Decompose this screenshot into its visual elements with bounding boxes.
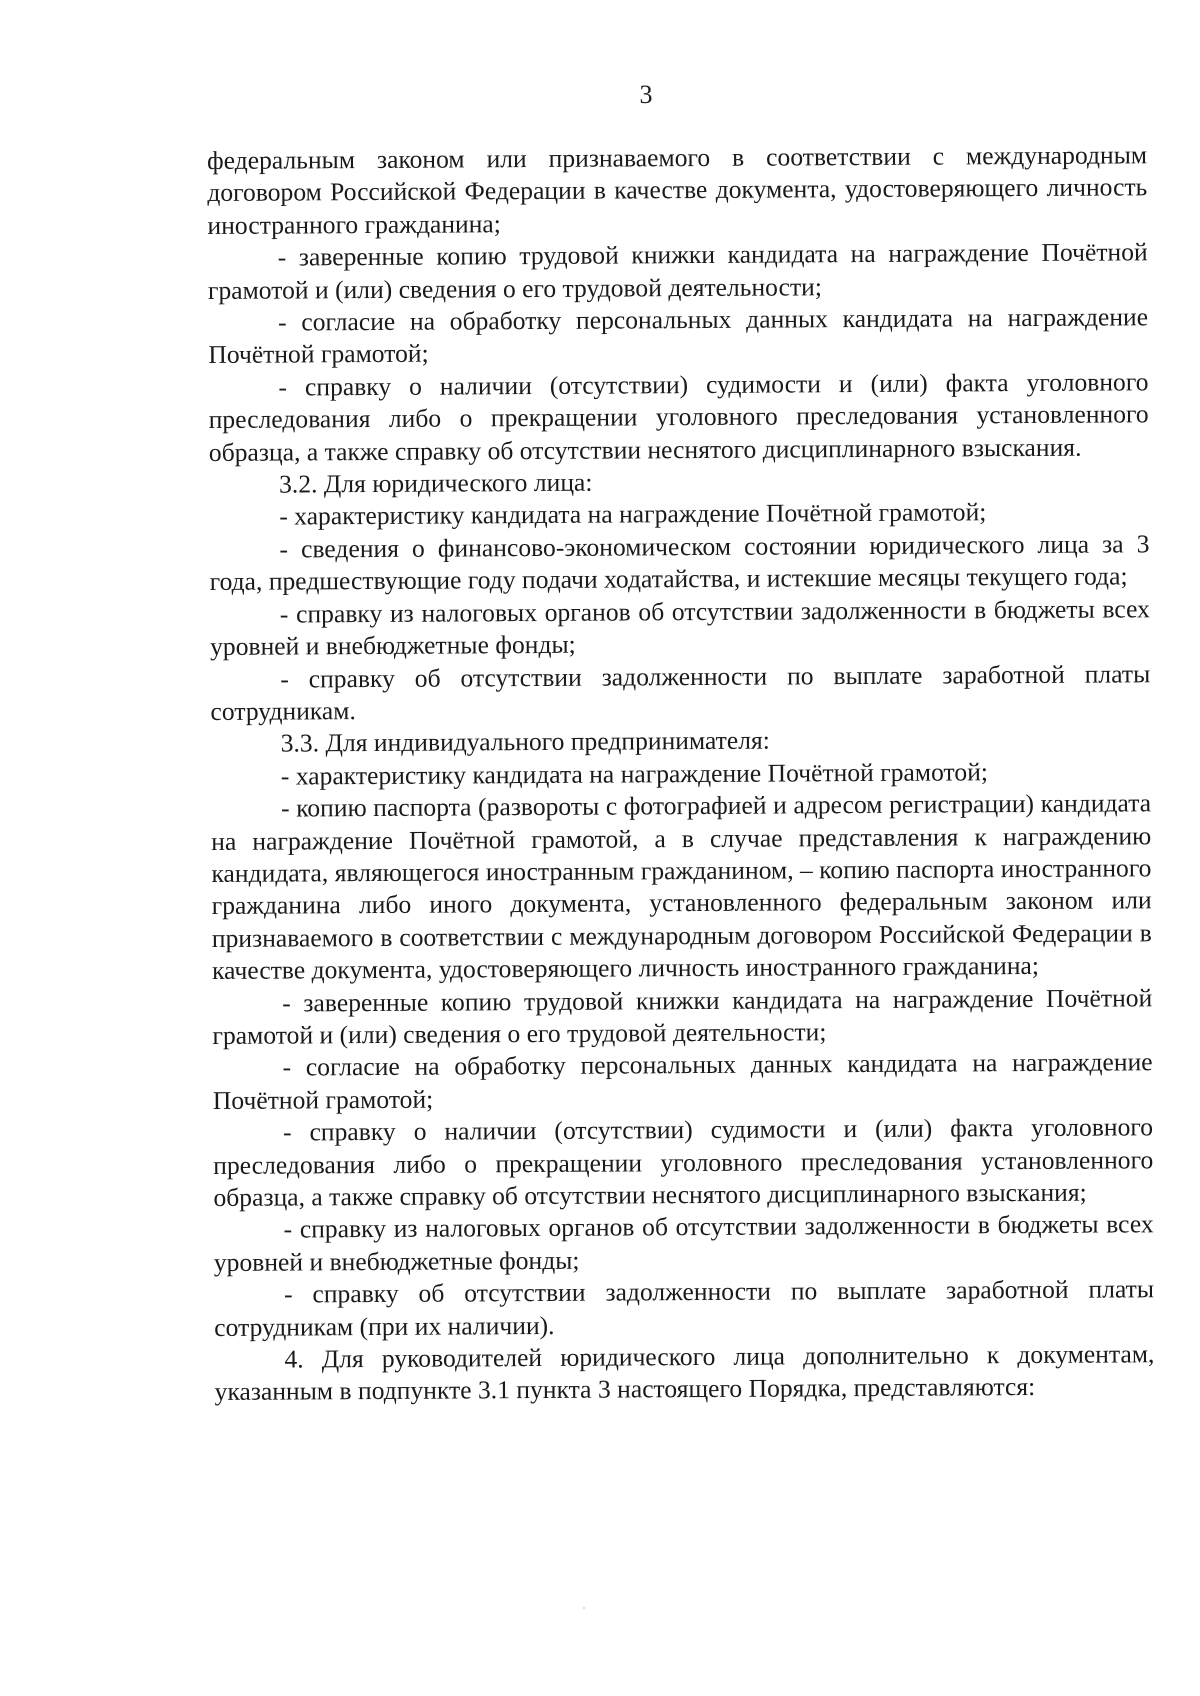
paragraph-10: - характеристику кандидата на награждение Почётной грамотой; bbox=[280, 756, 989, 791]
paragraph-7: - справку из налоговых органов об отсутствии задолженности в бюджеты всех уровней и внебюджетные фонды; bbox=[209, 593, 1150, 662]
paragraph-12: - заверенные копию трудовой книжки кандидата на награждение Почётной грамотой и (или) сведения о его трудовой деятельности; bbox=[212, 982, 1153, 1050]
paragraph-3: - справку о наличии (отсутствии) судимости и (или) факта уголовного преследования либо о прекращении уголовного преследования установленного образца, а также справку об отсутствии неснятого дисциплинарного взыскания. bbox=[208, 367, 1149, 467]
paragraph-15: - справку из налоговых органов об отсутствии задолженности в бюджеты всех уровней и внебюджетные фонды; bbox=[213, 1209, 1154, 1277]
paragraph-9: 3.3. Для индивидуального предпринимателя: bbox=[280, 725, 770, 758]
page-number: 3 bbox=[639, 80, 653, 109]
paragraph-2: - согласие на обработку персональных данных кандидата на награждение Почётной грамотой; bbox=[208, 302, 1149, 370]
paragraph-13: - согласие на обработку персональных данных кандидата на награждение Почётной грамотой; bbox=[212, 1047, 1153, 1115]
paragraph-0: федеральным законом или признаваемого в соответствии с международным договором Российской Федерации в качестве документа, удостоверяющего личность иностранного гражданина; bbox=[207, 140, 1148, 240]
paragraph-17: 4. Для руководителей юридического лица дополнительно к документам, указанным в подпункте 3.1 пункта 3 настоящего Порядка, представляются: bbox=[214, 1339, 1155, 1407]
paragraph-1: - заверенные копию трудовой книжки кандидата на награждение Почётной грамотой и (или) сведения о его трудовой деятельности; bbox=[207, 237, 1148, 305]
paragraph-11: - копию паспорта (развороты с фотографией и адресом регистрации) кандидата на награждение Почётной грамотой, а в случае представления к награждению кандидата, являющегося иностранным гражданином, – копию паспорта иностранного гражданина либо иного документа, установленного федеральным законом или признаваемого в соответствии с международным договором Российской Федерации в качестве документа, удостоверяющего личность иностранного гражданина; bbox=[211, 788, 1152, 986]
paragraph-6: - сведения о финансово-экономическом состоянии юридического лица за 3 года, предшествующие году подачи ходатайства, и истекшие месяцы текущего года; bbox=[209, 529, 1150, 597]
paragraph-16: - справку об отсутствии задолженности по выплате заработной платы сотрудникам (при их наличии). bbox=[214, 1274, 1155, 1342]
paragraph-8: - справку об отсутствии задолженности по выплате заработной платы сотрудникам. bbox=[210, 658, 1151, 726]
document-body bbox=[207, 139, 1155, 1409]
paragraph-4: 3.2. Для юридического лица: bbox=[278, 467, 593, 499]
scan-speck bbox=[583, 1607, 585, 1609]
paragraph-14: - справку о наличии (отсутствии) судимости и (или) факта уголовного преследования либо о прекращении уголовного преследования установленного образца, а также справку об отсутствии неснятого дисциплинарного взыскания; bbox=[213, 1112, 1154, 1212]
paragraph-5: - характеристику кандидата на награждение Почётной грамотой; bbox=[279, 497, 987, 532]
